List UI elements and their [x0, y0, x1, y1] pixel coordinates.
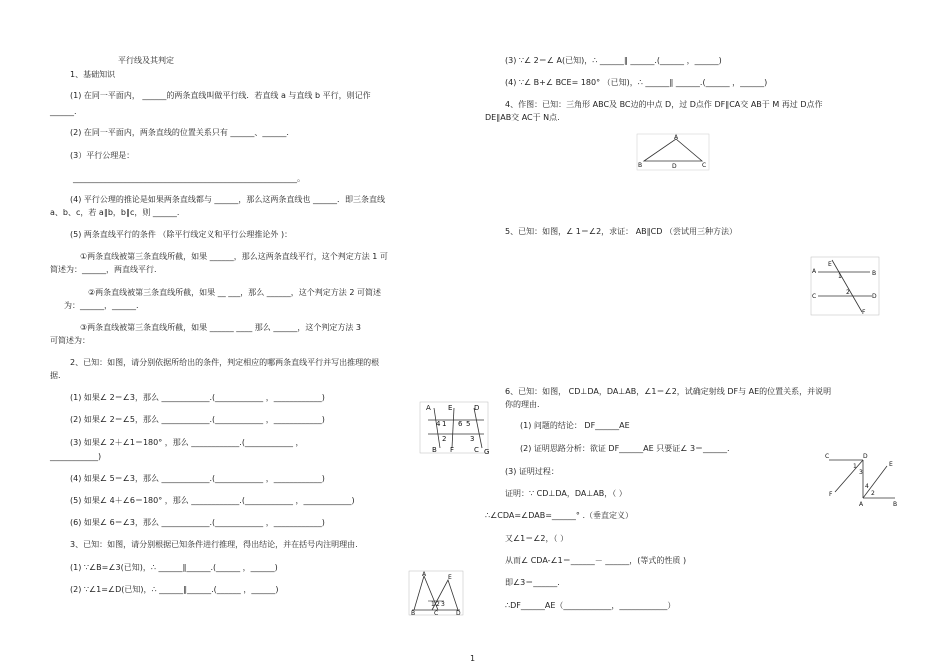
page-number: 1: [470, 654, 476, 663]
label-A: A: [859, 501, 864, 508]
text-line: DE∥AB交 AC于 N点.: [485, 113, 560, 122]
text-line: ∴DF______AE（____________，____________）: [505, 601, 676, 610]
text-line: (5) 两条直线平行的条件 （除平行线定义和平行公理推论外 )：: [70, 230, 293, 239]
label-2: 2: [846, 289, 850, 296]
text-line: (6) 如果∠ 6＝∠3，那么 ____________.(____________ ，____________): [70, 518, 325, 527]
label-1: 1: [853, 463, 857, 470]
text-line: ②两条直线被第三条直线所截，如果 __ ___，那么 ______，这个判定方法 2 可简述: [88, 288, 381, 297]
figure-parallel-lines-problem-2: [418, 400, 490, 455]
label-D: D: [872, 293, 877, 300]
label-5: 5: [466, 420, 471, 428]
text-line: 3、已知：如图，请分别根据已知条件进行推理，得出结论，并在括号内注明理由.: [70, 540, 358, 549]
label-3: 3: [859, 469, 863, 476]
label-A: A: [422, 571, 427, 578]
text-line: 你的理由.: [505, 400, 540, 409]
text-line: 据.: [50, 371, 61, 380]
text-line: (4) 平行公理的推论是如果两条直线都与 ______，那么这两条直线也 ______．即三条直线: [70, 195, 385, 204]
label-3: 3: [470, 435, 475, 443]
text-line: 证明：∵ CD⊥DA，DA⊥AB，（ ）: [505, 489, 627, 498]
text-line: 1、基础知识: [70, 70, 116, 79]
label-C: C: [702, 162, 707, 169]
label-B: B: [411, 610, 416, 616]
label-E: E: [828, 261, 832, 268]
page-title: 平行线及其判定: [118, 56, 174, 65]
text-line: 为：______，______.: [64, 301, 139, 310]
text-line: ______.: [50, 107, 77, 116]
label-C: C: [474, 446, 479, 454]
text-line: a、b、c，若 a∥b，b∥c，则 ______.: [50, 208, 180, 217]
text-line: 可简述为：: [50, 336, 90, 345]
text-line: ____________): [50, 452, 102, 461]
label-3: 3: [441, 601, 445, 608]
label-D: D: [863, 453, 868, 460]
label-F: F: [450, 446, 455, 454]
text-line: (2) 证明思路分析：欲证 DF______AE 只要证∠ 3＝______.: [520, 444, 730, 453]
text-line: (2) ∵∠1=∠D(已知)，∴ ______∥______.(______ ，______): [70, 585, 279, 594]
figure-triangle-problem-4: [636, 133, 710, 171]
text-line: (2) 在同一平面内，两条直线的位置关系只有 ______、______.: [70, 128, 289, 137]
text-line: ①两条直线被第三条直线所截，如果 ______，那么这两条直线平行，这个判定方法 1 可: [80, 252, 388, 261]
text-line: ________________________________________________________。: [73, 174, 305, 183]
label-A: A: [674, 134, 679, 141]
text-line: 2、已知：如图，请分别依据所给出的条件，判定相应的哪两条直线平行并写出推理的根: [70, 358, 380, 367]
label-6: 6: [458, 420, 463, 428]
label-B: B: [432, 446, 437, 454]
label-C: C: [434, 610, 439, 616]
text-line: (3) 如果∠ 2＋∠1＝180° ，那么 ____________.(____________ ，: [70, 438, 304, 447]
label-4: 4: [436, 420, 441, 428]
text-line: (3) ∵∠ 2＝∠ A(已知)，∴ ______∥ ______.(______ ，______): [505, 56, 722, 65]
label-A: A: [812, 268, 817, 275]
text-line: (3) 证明过程：: [505, 467, 559, 476]
text-line: ∴∠CDA=∠DAB=______° .（垂直定义）: [485, 511, 633, 520]
label-B: B: [872, 270, 877, 277]
label-E: E: [889, 461, 893, 468]
text-line: 简述为：______，两直线平行.: [50, 265, 157, 274]
label-A: A: [426, 404, 431, 412]
label-2: 2: [442, 435, 447, 443]
label-E: E: [448, 404, 453, 412]
label-F: F: [829, 491, 833, 498]
label-2: 2: [871, 490, 875, 497]
label-1: 1: [838, 273, 842, 280]
label-1: 1: [431, 601, 435, 608]
text-line: 5、已知：如图，∠ 1＝∠2，求证： AB∥CD （尝试用三种方法）: [505, 227, 737, 236]
figure-triangles-problem-3: [408, 570, 464, 616]
text-line: (4) 如果∠ 5＝∠3，那么 ____________.(____________ ，____________): [70, 474, 325, 483]
text-line: 又∠1＝∠2，（ ）: [505, 534, 569, 543]
label-F: F: [862, 309, 866, 316]
text-line: (1) ∵∠B=∠3(已知)，∴ ______∥______.(______ ，______): [70, 563, 278, 572]
label-4: 4: [865, 483, 869, 490]
text-line: (1) 在同一平面内， ______的两条直线叫做平行线．若直线 a 与直线 b 平行，则记作: [70, 91, 371, 100]
figure-parallel-lines-problem-5: [810, 256, 880, 316]
text-line: 6、已知：如图， CD⊥DA，DA⊥AB，∠1＝∠2，试确定射线 DF与 AE的位置关系，并说明: [505, 387, 832, 396]
text-line: (2) 如果∠ 2＝∠5，那么 ____________.(____________ ，____________): [70, 415, 325, 424]
text-line: ③两条直线被第三条直线所截，如果 ______ ____ 那么 ______，这个判定方法 3: [80, 323, 361, 332]
label-B: B: [638, 162, 643, 169]
text-line: (5) 如果∠ 4＋∠6＝180° ，那么 ____________.(____________ ，____________): [70, 496, 355, 505]
text-line: 4、作图：已知：三角形 ABC及 BC边的中点 D，过 D点作 DF∥CA交 AB于 M 再过 D点作: [505, 100, 823, 109]
label-G: G: [484, 448, 490, 455]
label-2: 2: [436, 601, 440, 608]
label-D: D: [672, 163, 677, 170]
text-line: (4) ∵∠ B+∠ BCE= 180° （已知)，∴ ______∥ ______.(______ ，______): [505, 78, 768, 87]
label-B: B: [893, 501, 898, 508]
text-line: (3）平行公理是：: [70, 151, 135, 160]
label-C: C: [812, 293, 817, 300]
label-C: C: [825, 453, 830, 460]
text-line: 即∠3＝______.: [505, 578, 560, 587]
label-D: D: [474, 404, 480, 412]
label-1: 1: [442, 420, 447, 428]
label-D: D: [456, 610, 461, 616]
text-line: (1) 问题的结论： DF______AE: [520, 421, 630, 430]
label-E: E: [448, 574, 452, 581]
figure-rays-problem-6: [823, 450, 901, 508]
text-line: 从而∠ CDA-∠1＝______－ ______，(等式的性质 ): [505, 556, 687, 565]
text-line: (1) 如果∠ 2＝∠3，那么 ____________.(____________ ，____________): [70, 393, 325, 402]
